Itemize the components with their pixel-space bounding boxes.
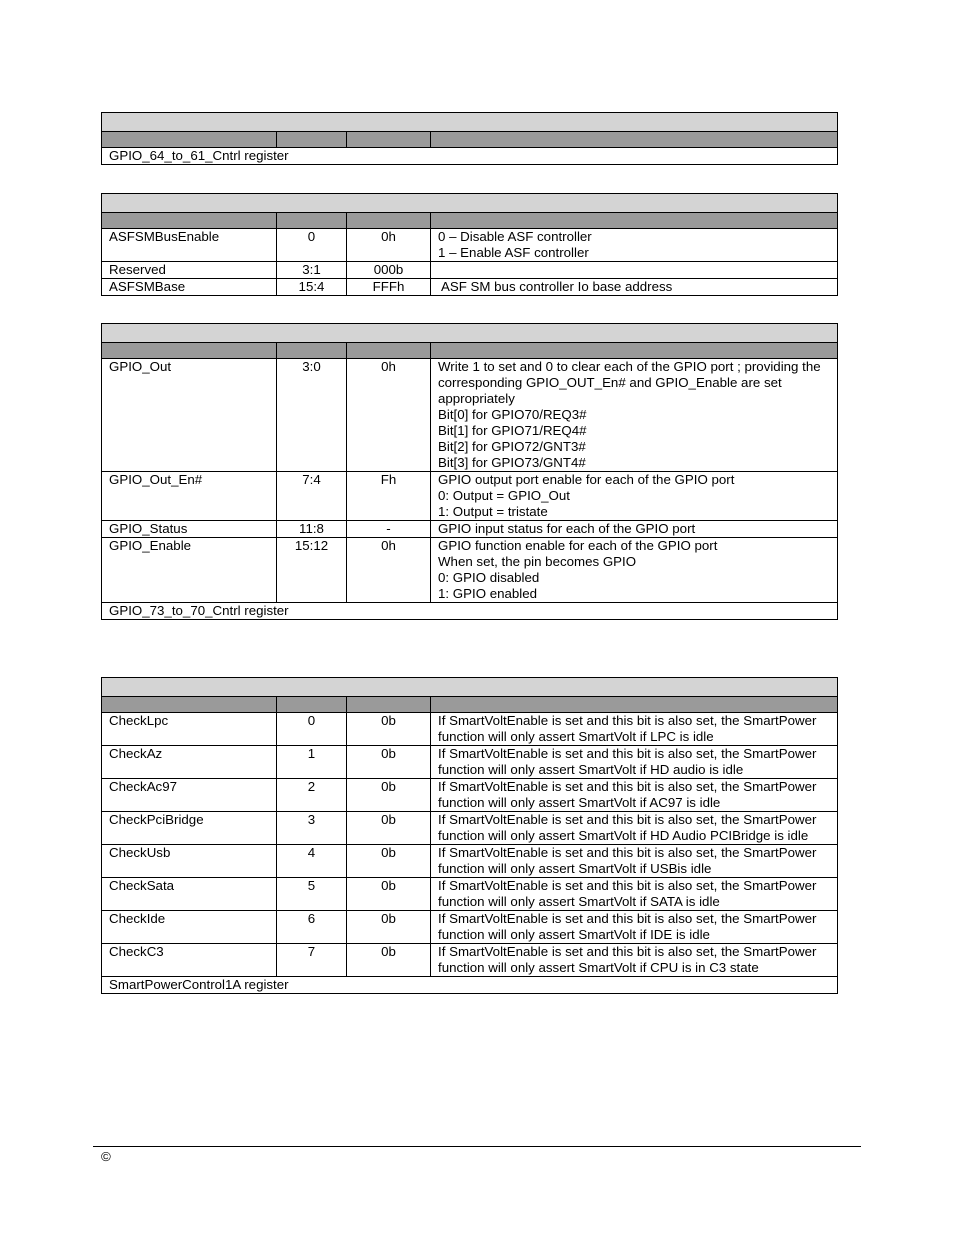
header-cell [277,697,347,713]
header-cell [277,343,347,359]
field-default: 0b [347,713,431,746]
field-default: 000b [347,262,431,279]
header-cell [102,132,277,148]
register-table-asf [101,193,838,296]
field-description: If SmartVoltEnable is set and this bit is also set, the SmartPower function will only assert SmartVolt if USBis idle [431,845,838,878]
header-cell [431,132,838,148]
field-description: Write 1 to set and 0 to clear each of the GPIO port ; providing the corresponding GPIO_OUT_En# and GPIO_Enable are set appropriately Bit[0] for GPIO70/REQ3# Bit[1] for GPIO71/REQ4# Bit[2] for GPIO72/GNT3# Bit[3] for GPIO73/GNT4# [431,359,838,472]
register-table-gpio-64-61 [101,112,838,165]
field-default: 0b [347,944,431,977]
field-default: 0h [347,229,431,262]
field-name: GPIO_Out_En# [102,472,277,521]
field-description: If SmartVoltEnable is set and this bit is also set, the SmartPower function will only assert SmartVolt if LPC is idle [431,713,838,746]
header-cell [347,343,431,359]
field-default: - [347,521,431,538]
copyright-symbol: © [101,1149,111,1164]
field-name: GPIO_Enable [102,538,277,603]
field-name: CheckPciBridge [102,812,277,845]
table-row [102,878,838,911]
field-name: GPIO_Out [102,359,277,472]
field-default: 0b [347,845,431,878]
table-caption: GPIO_64_to_61_Cntrl register [102,148,838,165]
field-name: CheckC3 [102,944,277,977]
header-cell [431,697,838,713]
table-row [102,845,838,878]
table-title-bar [102,194,838,213]
field-name: GPIO_Status [102,521,277,538]
table-row [102,472,838,521]
field-name: ASFSMBase [102,279,277,296]
field-name: CheckSata [102,878,277,911]
field-bits: 3:0 [277,359,347,472]
table-row [102,538,838,603]
field-description [431,262,838,279]
field-bits: 15:4 [277,279,347,296]
field-bits: 1 [277,746,347,779]
field-bits: 6 [277,911,347,944]
field-description: If SmartVoltEnable is set and this bit is also set, the SmartPower function will only assert SmartVolt if HD audio is idle [431,746,838,779]
field-bits: 4 [277,845,347,878]
register-table-smartpower [101,677,838,994]
field-name: CheckLpc [102,713,277,746]
field-description: If SmartVoltEnable is set and this bit is also set, the SmartPower function will only assert SmartVolt if SATA is idle [431,878,838,911]
field-description: If SmartVoltEnable is set and this bit is also set, the SmartPower function will only assert SmartVolt if AC97 is idle [431,779,838,812]
table-row [102,746,838,779]
register-table-gpio-73-70 [101,323,838,620]
header-cell [102,343,277,359]
field-bits: 0 [277,713,347,746]
header-cell [347,697,431,713]
field-bits: 11:8 [277,521,347,538]
table-row [102,229,838,262]
field-description: If SmartVoltEnable is set and this bit is also set, the SmartPower function will only assert SmartVolt if HD Audio PCIBridge is idle [431,812,838,845]
field-name: CheckAz [102,746,277,779]
table-title-bar [102,324,838,343]
field-bits: 3:1 [277,262,347,279]
table-row [102,812,838,845]
field-default: 0b [347,878,431,911]
field-default: 0h [347,359,431,472]
field-bits: 3 [277,812,347,845]
field-name: Reserved [102,262,277,279]
header-cell [102,697,277,713]
field-bits: 7 [277,944,347,977]
footer-divider [93,1146,861,1147]
header-cell [102,213,277,229]
field-description: GPIO function enable for each of the GPIO port When set, the pin becomes GPIO 0: GPIO disabled 1: GPIO enabled [431,538,838,603]
field-description: 0 – Disable ASF controller 1 – Enable ASF controller [431,229,838,262]
field-bits: 15:12 [277,538,347,603]
field-name: CheckAc97 [102,779,277,812]
field-default: 0b [347,911,431,944]
table-row [102,779,838,812]
table-row [102,279,838,296]
table-row [102,911,838,944]
field-description: GPIO input status for each of the GPIO port [431,521,838,538]
table-row [102,713,838,746]
field-description: ASF SM bus controller Io base address [431,279,838,296]
table-row [102,262,838,279]
header-cell [431,213,838,229]
field-name: ASFSMBusEnable [102,229,277,262]
table-row [102,944,838,977]
field-description: GPIO output port enable for each of the GPIO port 0: Output = GPIO_Out 1: Output = tristate [431,472,838,521]
field-name: CheckIde [102,911,277,944]
table-title-bar [102,113,838,132]
table-row [102,521,838,538]
field-name: CheckUsb [102,845,277,878]
field-default: 0b [347,812,431,845]
field-description: If SmartVoltEnable is set and this bit is also set, the SmartPower function will only assert SmartVolt if IDE is idle [431,911,838,944]
field-default: 0b [347,779,431,812]
field-default: FFFh [347,279,431,296]
field-description: If SmartVoltEnable is set and this bit is also set, the SmartPower function will only assert SmartVolt if CPU is in C3 state [431,944,838,977]
header-cell [347,132,431,148]
header-cell [277,132,347,148]
field-bits: 2 [277,779,347,812]
table-title-bar [102,678,838,697]
field-default: 0h [347,538,431,603]
field-bits: 7:4 [277,472,347,521]
header-cell [347,213,431,229]
field-bits: 0 [277,229,347,262]
field-default: 0b [347,746,431,779]
header-cell [277,213,347,229]
table-caption: SmartPowerControl1A register [102,977,838,994]
field-bits: 5 [277,878,347,911]
header-cell [431,343,838,359]
field-default: Fh [347,472,431,521]
table-row [102,359,838,472]
table-caption: GPIO_73_to_70_Cntrl register [102,603,838,620]
